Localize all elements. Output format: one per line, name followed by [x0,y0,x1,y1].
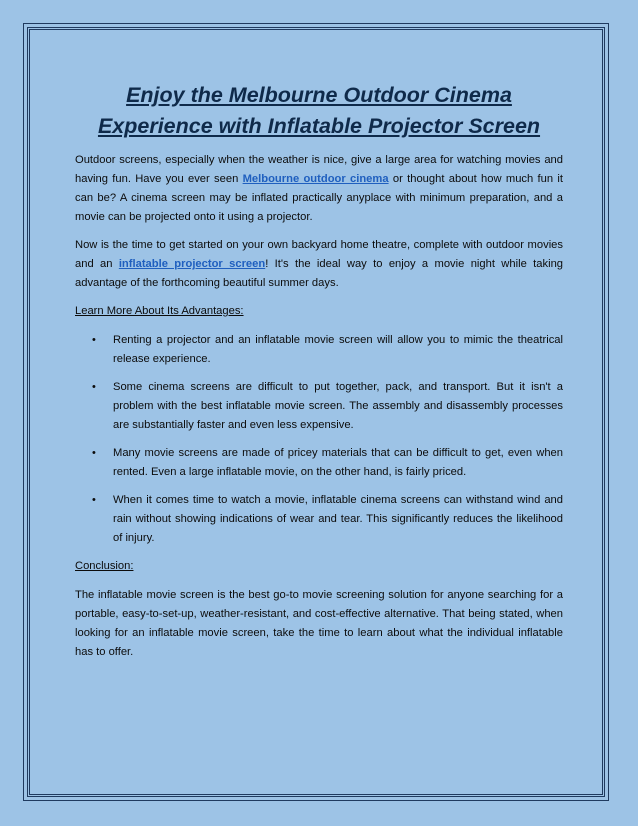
list-item [75,331,563,369]
second-paragraph [75,236,563,293]
second-text-start: Now is the time to get started on your own backyard home theatre, complete with outdoor movies and an [75,239,563,270]
conclusion-paragraph: The inflatable movie screen is the best go-to movie screening solution for anyone searching for a portable, easy-to-set-up, weather-resistant, and cost-effective alternative. That being stated, when looking for an inflatable movie screen, take the time to learn about what the individual inflatable has to offer. [75,589,563,658]
advantages-heading: Learn More About Its Advantages: [75,305,244,317]
intro-paragraph [75,151,563,227]
list-item-text: Renting a projector and an inflatable movie screen will allow you to mimic the theatrical release experience. [113,334,563,365]
intro-text-start: Outdoor screens, especially when the weather is nice, give a large area for watching movies and having fun. Have you ever seen [75,154,563,185]
bullet-icon: • [92,334,96,346]
list-item-text: Some cinema screens are difficult to put together, pack, and transport. But it isn't a problem with the best inflatable movie screen. The assembly and disassembly processes are substantially faster and even less expensive. [113,381,563,431]
document-body [75,80,563,671]
bullet-icon: • [92,494,96,506]
bullet-icon: • [92,447,96,459]
list-item [75,444,563,482]
intro-text-end: or thought about how much fun it can be? A cinema screen may be inflated practically anyplace with minimum preparation, and a movie can be projected onto it using a projector. [75,173,563,223]
list-item-text: Many movie screens are made of pricey materials that can be difficult to get, even when rented. Even a large inflatable movie, on the other hand, is fairly priced. [113,447,563,478]
list-item-text: When it comes time to watch a movie, inflatable cinema screens can withstand wind and rain without showing indications of wear and tear. This significantly reduces the likelihood of injury. [113,494,563,544]
second-text-end: ! It's the ideal way to enjoy a movie night while taking advantage of the forthcoming beautiful summer days. [75,258,564,289]
inflatable-projector-screen-link[interactable]: inflatable projector screen [118,258,266,270]
bullet-icon: • [92,381,96,393]
list-item [75,491,563,548]
title-line-1: Enjoy the Melbourne Outdoor Cinema [126,83,512,107]
melbourne-outdoor-cinema-link[interactable]: Melbourne outdoor cinema [242,173,389,185]
document-title [75,80,563,142]
title-line-2: Experience with Inflatable Projector Screen [97,114,541,138]
list-item [75,378,563,435]
advantages-list [75,331,563,548]
conclusion-heading: Conclusion: [75,560,134,572]
